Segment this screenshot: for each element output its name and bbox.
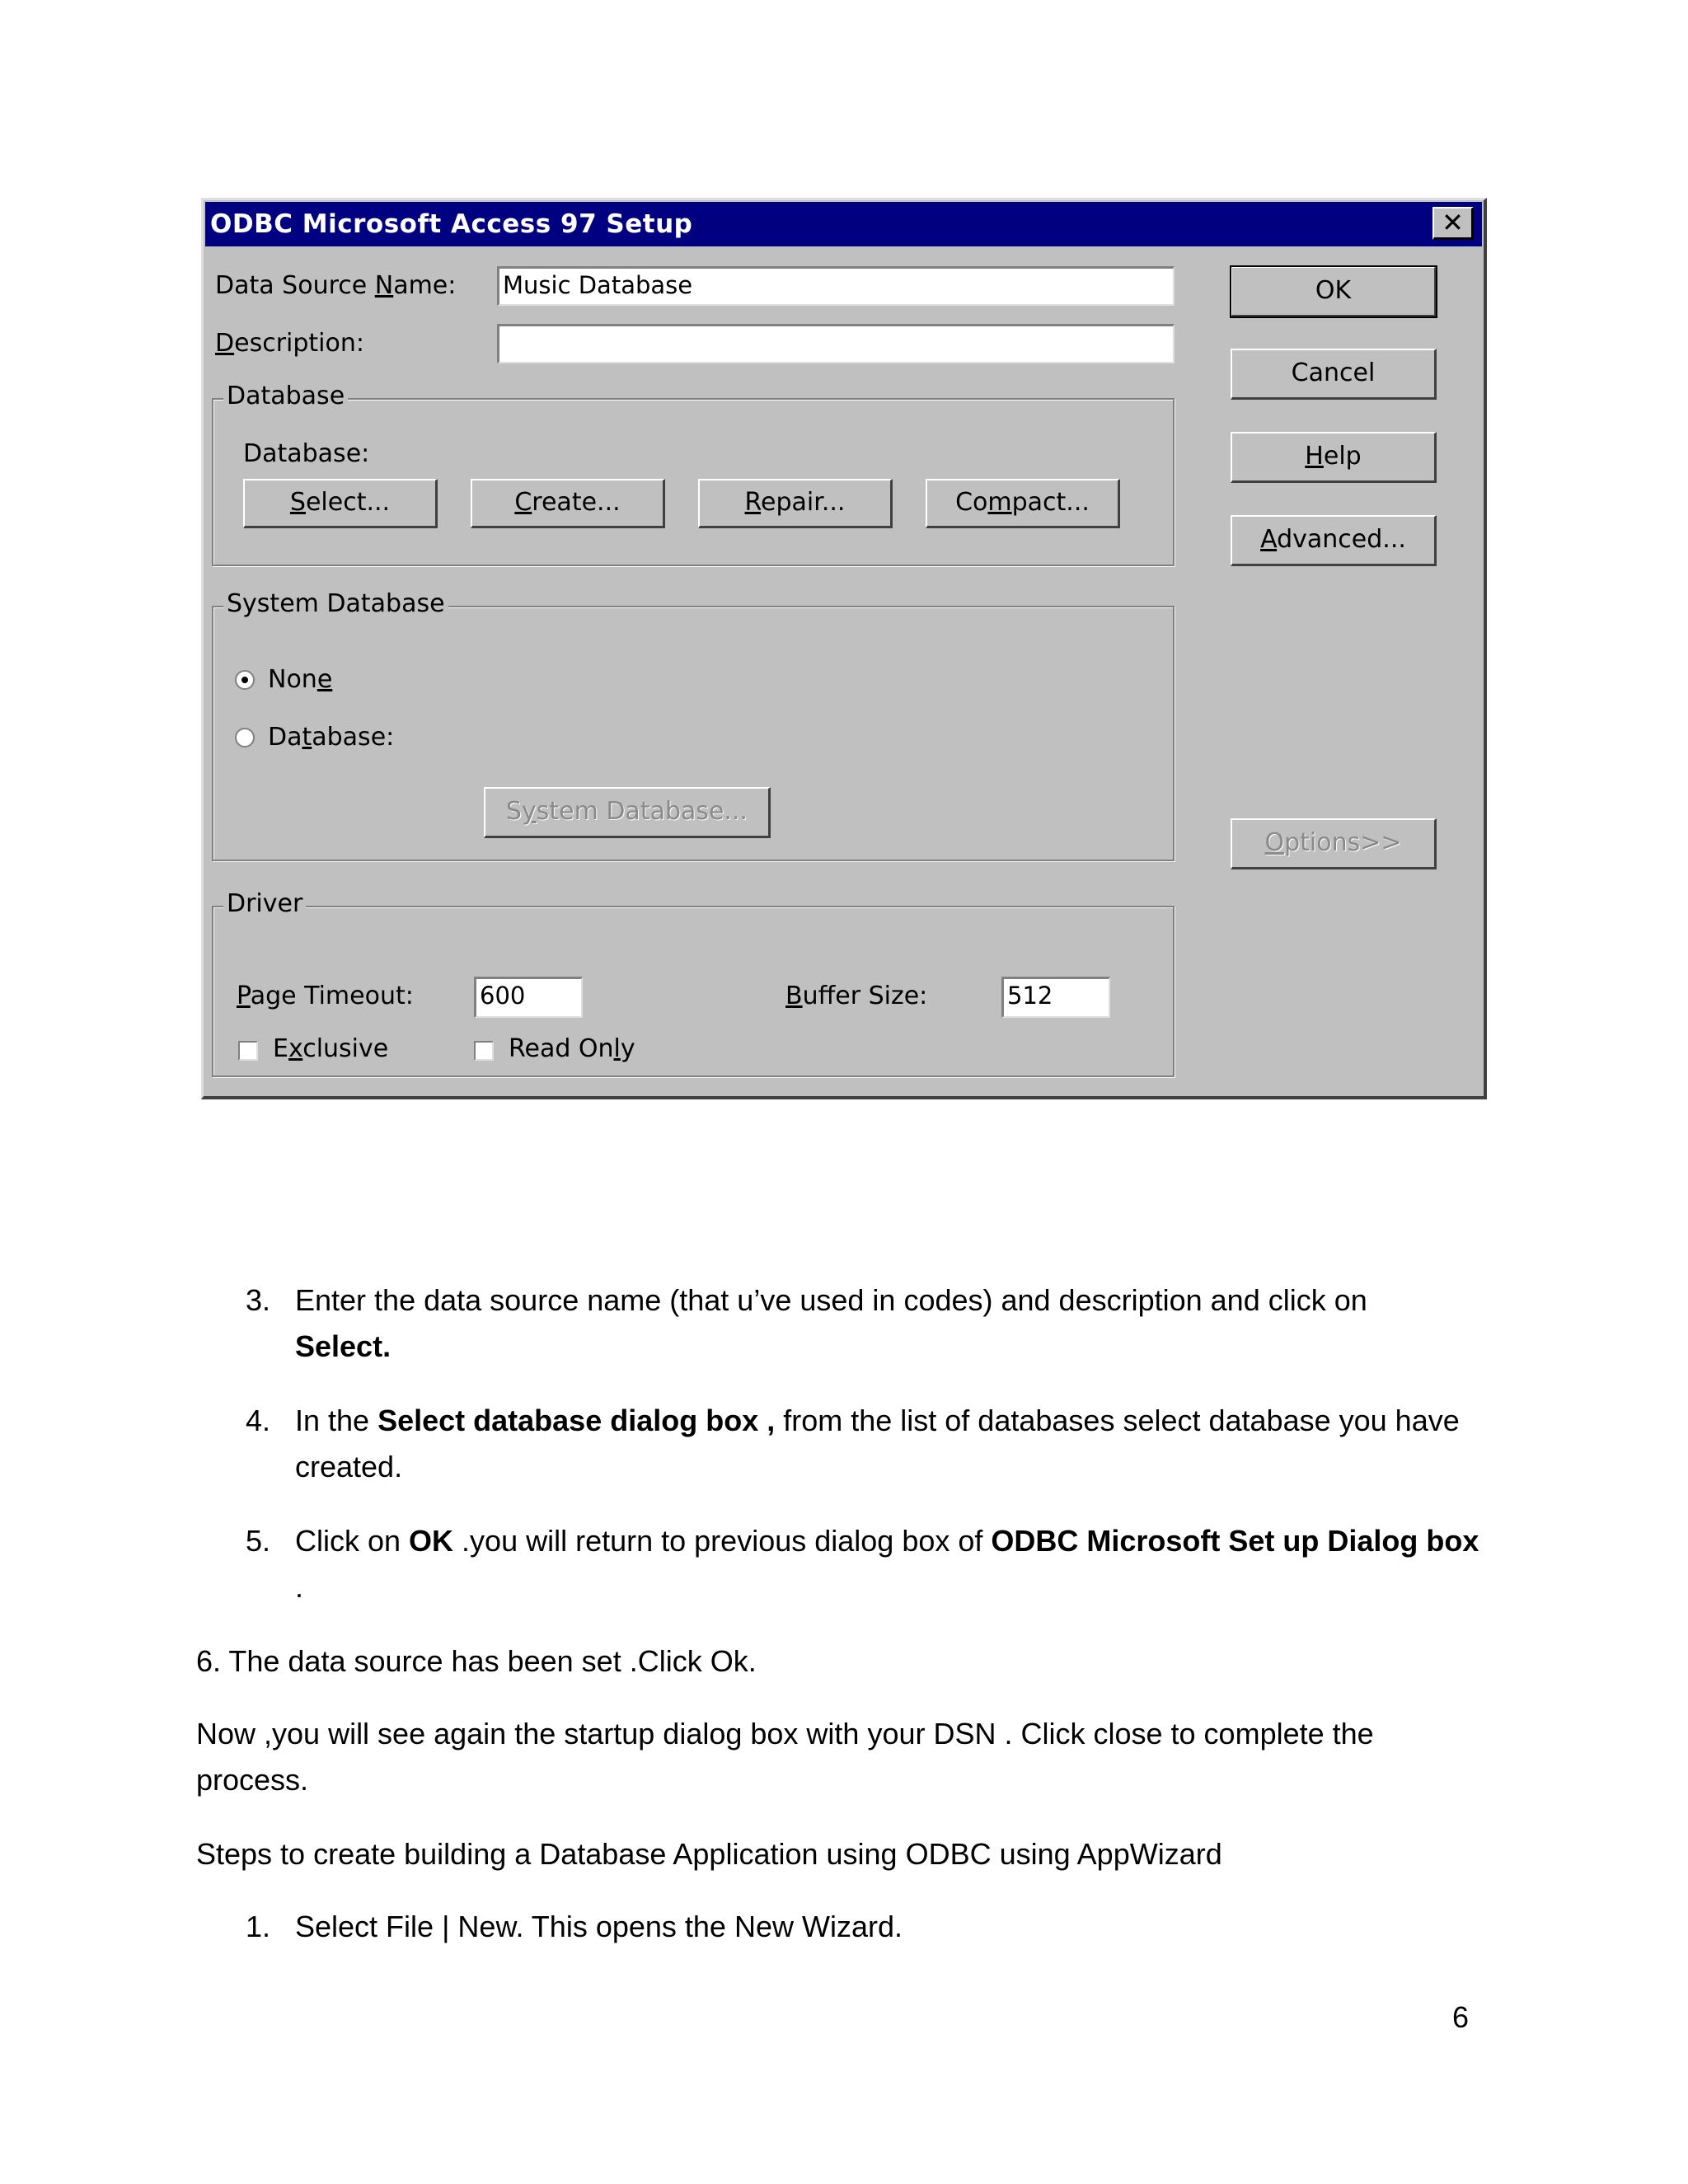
step-3-line-1: Enter the data source name (that u’ve used in codes) and description and click on (295, 1283, 1367, 1317)
repair-button[interactable] (698, 479, 893, 528)
step-5-line-2: . (295, 1570, 304, 1604)
exclusive-checkbox-label[interactable] (273, 1034, 388, 1063)
database-group (212, 382, 1175, 566)
label-accelerator: N (374, 271, 394, 300)
label-text: clusive (302, 1034, 389, 1063)
read-only-checkbox-label[interactable] (509, 1034, 635, 1063)
dialog-title: ODBC Microsoft Access 97 Setup (210, 209, 693, 239)
label-text: escription: (234, 329, 364, 358)
system-database-button[interactable] (484, 787, 771, 838)
step-4-line-2: created. (295, 1450, 403, 1483)
paragraph-now (196, 1711, 1515, 1803)
label-text: ame: (393, 271, 457, 300)
close-button[interactable] (1432, 207, 1474, 240)
label-accelerator: B (785, 982, 803, 1010)
button-accelerator: O (1264, 828, 1285, 857)
buffer-size-label (785, 982, 927, 1010)
button-accelerator: H (1305, 442, 1324, 471)
close-icon: ✕ (1442, 207, 1464, 238)
step-5-text: Click on (295, 1524, 410, 1558)
description-label (215, 329, 364, 358)
system-database-group (212, 589, 1175, 861)
exclusive-checkbox[interactable] (238, 1041, 258, 1061)
step-5-text: .you will return to previous dialog box of (453, 1524, 992, 1558)
step-4-text: from the list of databases select database you have (775, 1404, 1460, 1437)
label-text: age Timeout: (250, 982, 414, 1010)
driver-group (212, 889, 1175, 1077)
step-1: Select File | New. This opens the New Wizard. (295, 1910, 903, 1943)
step-5-bold-dialog: ODBC Microsoft Set up Dialog box (991, 1524, 1479, 1558)
step-3 (295, 1277, 1531, 1370)
button-label: pact... (1011, 488, 1090, 517)
button-label: elp (1323, 442, 1362, 471)
button-label: stem Database... (536, 797, 748, 826)
paragraph-now-line-1: Now ,you will see again the startup dialog box with your DSN . Click close to complete the (196, 1717, 1374, 1750)
button-label: elect... (305, 488, 391, 517)
step-5-number: 5. (246, 1524, 271, 1558)
select-button[interactable] (243, 479, 438, 528)
step-4-number: 4. (246, 1404, 271, 1437)
button-label: reate... (532, 488, 621, 517)
none-radio[interactable] (235, 670, 255, 690)
data-source-name-input[interactable]: Music Database (497, 266, 1175, 306)
buffer-size-input[interactable]: 512 (1001, 977, 1110, 1018)
database-label: Database: (243, 439, 370, 468)
button-accelerator: m (987, 488, 1012, 517)
button-label: S (505, 797, 522, 826)
label-accelerator: e (316, 665, 333, 694)
database-group-title: Database (223, 382, 348, 410)
button-accelerator: C (514, 488, 532, 517)
database-radio-label[interactable] (268, 723, 394, 752)
step-4-bold: Select database dialog box , (377, 1404, 776, 1437)
page-timeout-input[interactable]: 600 (474, 977, 583, 1018)
advanced-button[interactable] (1231, 515, 1437, 566)
options-button[interactable] (1231, 818, 1437, 869)
button-accelerator: R (744, 488, 762, 517)
label-accelerator: t (302, 723, 312, 752)
button-label: dvanced... (1277, 525, 1406, 554)
compact-button[interactable] (926, 479, 1120, 528)
button-accelerator: S (289, 488, 306, 517)
create-button[interactable] (471, 479, 665, 528)
page-timeout-label (237, 982, 414, 1010)
paragraph-steps: Steps to create building a Database Application using ODBC using AppWizard (196, 1837, 1222, 1871)
dialog-title-bar[interactable] (205, 202, 1482, 246)
button-accelerator: y (521, 797, 537, 826)
step-1-number: 1. (246, 1910, 271, 1943)
label-text: Read On (509, 1034, 614, 1063)
help-button[interactable] (1231, 432, 1437, 483)
label-text: uffer Size: (802, 982, 928, 1010)
step-3-bold: Select. (295, 1329, 392, 1363)
page-number: 6 (1452, 2000, 1470, 2034)
label-accelerator: l (613, 1034, 621, 1063)
cancel-button[interactable]: Cancel (1231, 349, 1437, 400)
step-4 (295, 1398, 1548, 1490)
description-input[interactable] (497, 324, 1175, 363)
data-source-name-label (215, 271, 456, 300)
none-radio-label[interactable] (268, 665, 332, 694)
driver-group-title: Driver (223, 889, 306, 918)
button-accelerator: A (1260, 525, 1278, 554)
ok-button[interactable]: OK (1231, 266, 1437, 317)
label-text: E (273, 1034, 288, 1063)
button-label: Co (955, 488, 988, 517)
system-database-group-title: System Database (223, 589, 448, 618)
label-text: Non (268, 665, 317, 694)
label-accelerator: D (215, 329, 235, 358)
button-label: ptions>> (1284, 828, 1402, 857)
label-text: abase: (312, 723, 395, 752)
database-radio[interactable] (235, 728, 255, 748)
label-accelerator: P (237, 982, 251, 1010)
paragraph-now-line-2: process. (196, 1763, 309, 1797)
step-5-bold-ok: OK (409, 1524, 454, 1558)
step-5 (295, 1518, 1581, 1610)
step-3-number: 3. (246, 1283, 271, 1317)
label-text: Data Source (215, 271, 375, 300)
label-accelerator: x (288, 1034, 303, 1063)
button-label: epair... (761, 488, 846, 517)
label-text: Da (268, 723, 302, 752)
odbc-setup-dialog (201, 198, 1487, 1099)
label-text: y (620, 1034, 635, 1063)
read-only-checkbox[interactable] (474, 1041, 494, 1061)
step-4-text: In the (295, 1404, 378, 1437)
paragraph-6: 6. The data source has been set .Click Ok. (196, 1644, 757, 1678)
